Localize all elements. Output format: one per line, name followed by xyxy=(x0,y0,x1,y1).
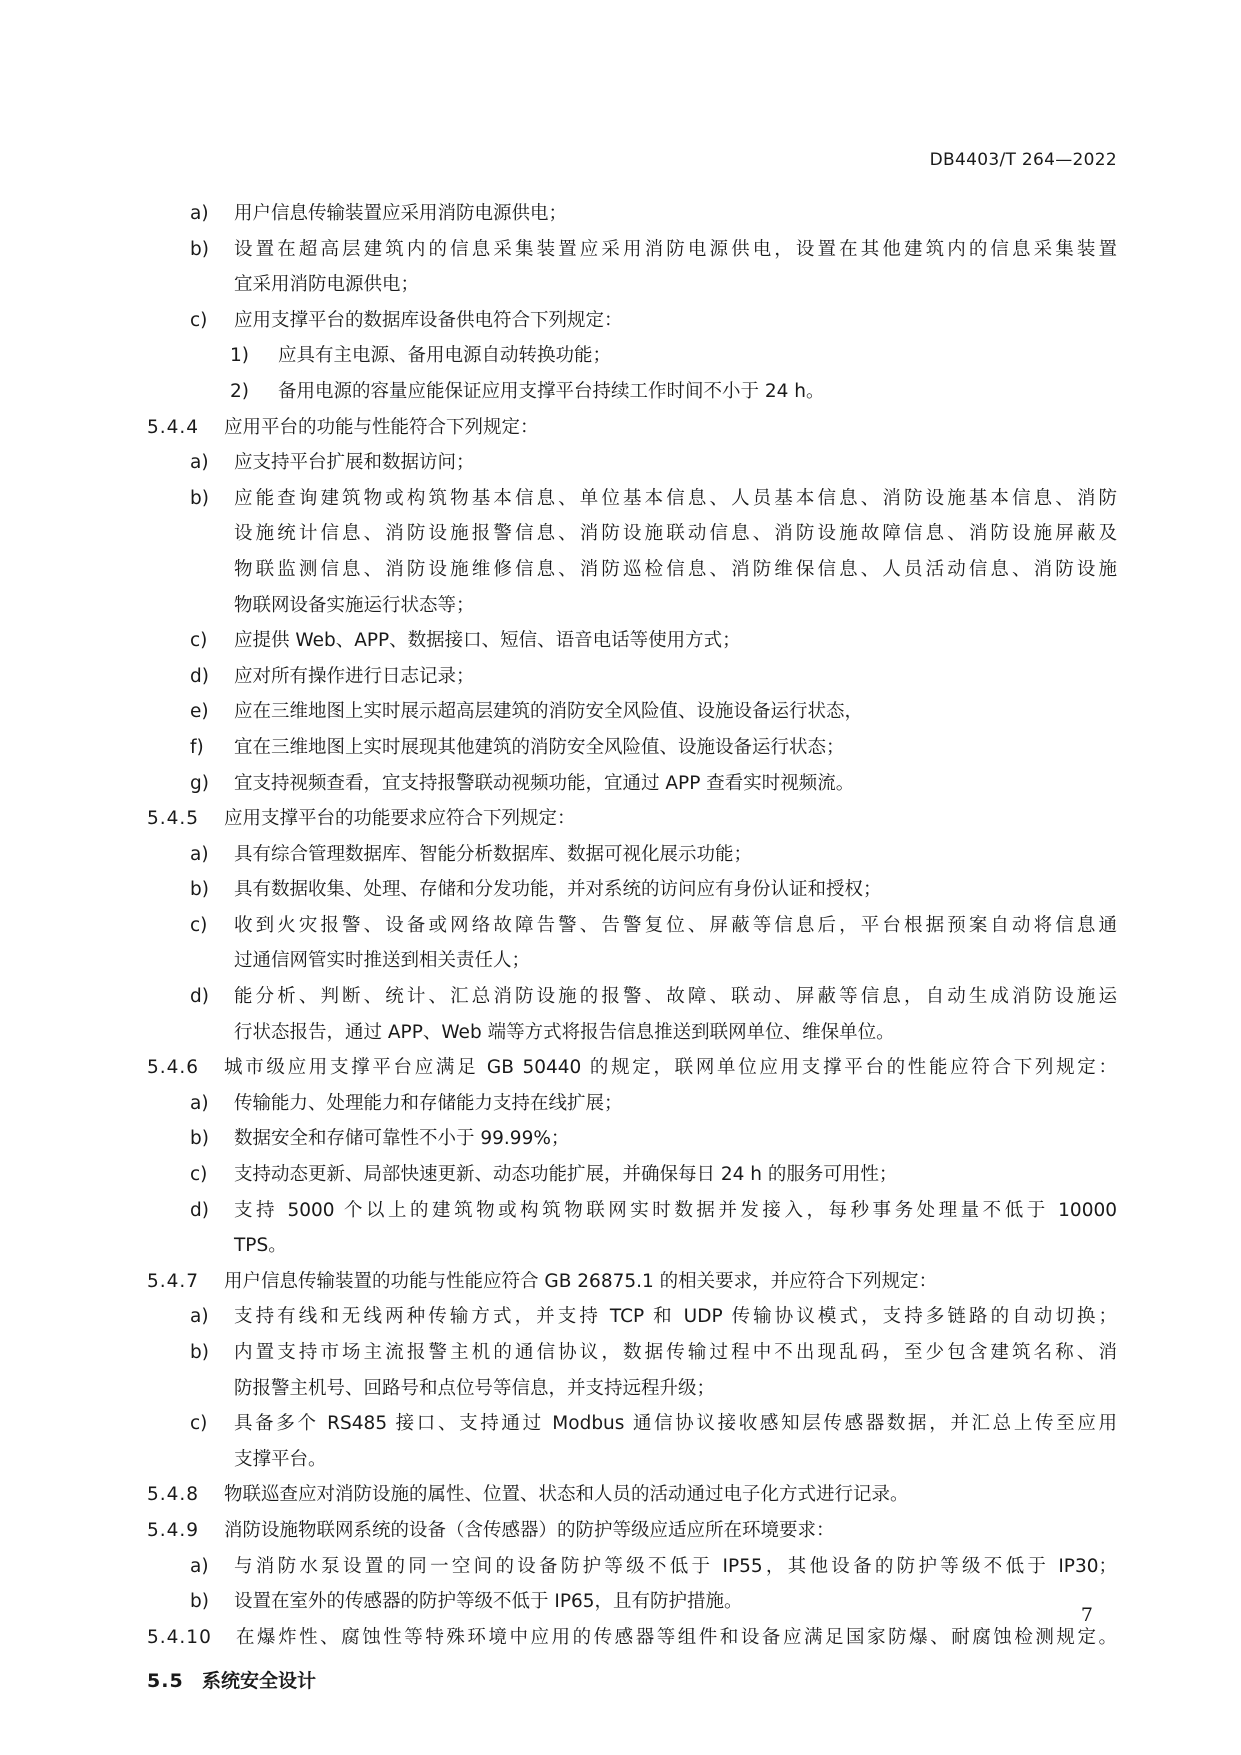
line-text: 行状态报告，通过 APP、Web 端等方式将报告信息推送到联网单位、维保单位。 xyxy=(234,1021,895,1043)
line-text: 与消防水泵设置的同一空间的设备防护等级不低于 IP55，其他设备的防护等级不低于 IP30； xyxy=(234,1555,1117,1577)
list-item xyxy=(0,1549,1241,1585)
list-marker: d) xyxy=(190,1199,209,1221)
line-text: 应用支撑平台的数据库设备供电符合下列规定： xyxy=(234,309,623,331)
line-text: 在爆炸性、腐蚀性等特殊环境中应用的传感器等组件和设备应满足国家防爆、耐腐蚀检测规定。 xyxy=(236,1626,1117,1648)
list-item xyxy=(0,303,1241,339)
list-marker: c) xyxy=(190,914,208,936)
document-code-header: DB4403/T 264—2022 xyxy=(929,150,1117,170)
list-item xyxy=(0,1584,1241,1620)
list-item xyxy=(0,1406,1241,1442)
list-marker: b) xyxy=(190,487,209,509)
list-item xyxy=(0,232,1241,268)
line-text: 支持有线和无线两种传输方式，并支持 TCP 和 UDP 传输协议模式，支持多链路的自动切换； xyxy=(234,1306,1117,1328)
list-item xyxy=(0,908,1241,944)
line-text: 应能查询建筑物或构筑物基本信息、单位基本信息、人员基本信息、消防设施基本信息、消防 xyxy=(234,487,1117,509)
line-text: 具备多个 RS485 接口、支持通过 Modbus 通信协议接收感知层传感器数据，并汇总上传至应用 xyxy=(234,1413,1117,1435)
section-number: 5.5 xyxy=(147,1670,184,1693)
line-text: 收到火灾报警、设备或网络故障告警、告警复位、屏蔽等信息后，平台根据预案自动将信息通 xyxy=(234,914,1117,936)
list-marker: 2) xyxy=(230,380,249,402)
list-marker: a) xyxy=(190,1555,209,1577)
line-text: 数据安全和存储可靠性不小于 99.99%； xyxy=(234,1128,570,1150)
list-item xyxy=(0,730,1241,766)
list-marker: b) xyxy=(190,238,209,260)
list-item-continuation xyxy=(0,516,1241,552)
clause-number: 5.4.8 xyxy=(147,1484,200,1506)
line-text: 用户信息传输装置的功能与性能应符合 GB 26875.1 的相关要求，并应符合下列规定： xyxy=(224,1270,938,1292)
list-item xyxy=(0,766,1241,802)
list-item xyxy=(0,872,1241,908)
list-marker: c) xyxy=(190,630,208,652)
list-item xyxy=(0,1086,1241,1122)
line-text: 应具有主电源、备用电源自动转换功能； xyxy=(278,345,612,367)
sub-list-item xyxy=(0,338,1241,374)
list-item xyxy=(0,1193,1241,1229)
document-body xyxy=(0,196,1241,1703)
line-text: 宜采用消防电源供电； xyxy=(234,274,420,296)
line-text: 能分析、判断、统计、汇总消防设施的报警、故障、联动、屏蔽等信息，自动生成消防设施运 xyxy=(234,986,1117,1008)
line-text: 设施统计信息、消防设施报警信息、消防设施联动信息、消防设施故障信息、消防设施屏蔽及 xyxy=(234,523,1117,545)
list-marker: e) xyxy=(190,701,209,723)
line-text: 物联监测信息、消防设施维修信息、消防巡检信息、消防维保信息、人员活动信息、消防设施 xyxy=(234,558,1117,580)
list-marker: b) xyxy=(190,879,209,901)
list-marker: f) xyxy=(190,736,204,758)
list-marker: d) xyxy=(190,665,209,687)
list-item xyxy=(0,837,1241,873)
line-text: 物联网设备实施运行状态等； xyxy=(234,594,475,616)
list-marker: c) xyxy=(190,1413,208,1435)
line-text: 支撑平台。 xyxy=(234,1448,327,1470)
list-marker: c) xyxy=(190,309,208,331)
clause-number: 5.4.7 xyxy=(147,1270,200,1292)
line-text: 具有综合管理数据库、智能分析数据库、数据可视化展示功能； xyxy=(234,843,753,865)
line-text: 消防设施物联网系统的设备（含传感器）的防护等级应适应所在环境要求： xyxy=(224,1519,835,1541)
line-text: 内置支持市场主流报警主机的通信协议，数据传输过程中不出现乱码，至少包含建筑名称、消 xyxy=(234,1342,1117,1363)
line-text: 应对所有操作进行日志记录； xyxy=(234,665,475,687)
list-marker: b) xyxy=(190,1128,209,1150)
line-text: 备用电源的容量应能保证应用支撑平台持续工作时间不小于 24 h。 xyxy=(278,380,825,402)
line-text: 宜支持视频查看，宜支持报警联动视频功能，宜通过 APP 查看实时视频流。 xyxy=(234,772,855,794)
clause-number: 5.4.6 xyxy=(147,1057,200,1079)
list-marker: a) xyxy=(190,203,209,224)
line-text: 支持动态更新、局部快速更新、动态功能扩展，并确保每日 24 h 的服务可用性； xyxy=(234,1164,898,1186)
clause xyxy=(0,1264,1241,1300)
list-item xyxy=(0,445,1241,481)
line-text: 应支持平台扩展和数据访问； xyxy=(234,452,475,474)
list-item xyxy=(0,979,1241,1015)
list-item xyxy=(0,481,1241,517)
list-marker: a) xyxy=(190,452,209,474)
clause-number: 5.4.9 xyxy=(147,1519,200,1541)
list-item-continuation xyxy=(0,267,1241,303)
clause xyxy=(0,410,1241,446)
section-title: 系统安全设计 xyxy=(202,1670,317,1693)
clause-number: 5.4.10 xyxy=(147,1626,212,1648)
clause xyxy=(0,1513,1241,1549)
clause xyxy=(0,801,1241,837)
line-text: 用户信息传输装置应采用消防电源供电； xyxy=(234,203,568,224)
line-text: 设置在室外的传感器的防护等级不低于 IP65，且有防护措施。 xyxy=(234,1591,743,1613)
line-text: 应提供 Web、APP、数据接口、短信、语音电话等使用方式； xyxy=(234,630,741,652)
list-marker: a) xyxy=(190,1092,209,1114)
line-text: 过通信网管实时推送到相关责任人； xyxy=(234,950,531,972)
line-text: 应用平台的功能与性能符合下列规定： xyxy=(224,416,539,438)
list-marker: c) xyxy=(190,1164,208,1186)
list-item xyxy=(0,659,1241,695)
line-text: 物联巡查应对消防设施的属性、位置、状态和人员的活动通过电子化方式进行记录。 xyxy=(224,1484,909,1506)
list-item xyxy=(0,1157,1241,1193)
line-text: 宜在三维地图上实时展现其他建筑的消防安全风险值、设施设备运行状态； xyxy=(234,736,845,758)
list-item xyxy=(0,623,1241,659)
clause-number: 5.4.5 xyxy=(147,808,200,830)
clause-number: 5.4.4 xyxy=(147,416,200,438)
list-marker: a) xyxy=(190,843,209,865)
page-number: 7 xyxy=(1080,1604,1093,1626)
sub-list-item xyxy=(0,374,1241,410)
list-item-continuation xyxy=(0,943,1241,979)
line-text: 应在三维地图上实时展示超高层建筑的消防安全风险值、设施设备运行状态， xyxy=(234,701,864,723)
list-item-continuation xyxy=(0,552,1241,588)
list-marker: d) xyxy=(190,986,209,1008)
list-marker: b) xyxy=(190,1342,209,1363)
clause xyxy=(0,1620,1241,1656)
line-text: 传输能力、处理能力和存储能力支持在线扩展； xyxy=(234,1092,623,1114)
list-item-continuation xyxy=(0,1228,1241,1264)
list-item xyxy=(0,1121,1241,1157)
list-item-continuation xyxy=(0,1442,1241,1478)
line-text: 具有数据收集、处理、存储和分发功能，并对系统的访问应有身份认证和授权； xyxy=(234,879,882,901)
list-item xyxy=(0,1299,1241,1335)
list-item-continuation xyxy=(0,1371,1241,1407)
list-item xyxy=(0,694,1241,730)
line-text: 设置在超高层建筑内的信息采集装置应采用消防电源供电，设置在其他建筑内的信息采集装置 xyxy=(234,238,1117,260)
list-marker: 1) xyxy=(230,345,249,367)
line-text: 城市级应用支撑平台应满足 GB 50440 的规定，联网单位应用支撑平台的性能应符合下列规定： xyxy=(224,1057,1117,1079)
list-marker: b) xyxy=(190,1591,209,1613)
list-item xyxy=(0,1335,1241,1371)
clause xyxy=(0,1477,1241,1513)
clause xyxy=(0,1050,1241,1086)
list-marker: a) xyxy=(190,1306,209,1328)
section-heading xyxy=(0,1659,1241,1703)
line-text: 应用支撑平台的功能要求应符合下列规定： xyxy=(224,808,576,830)
list-item-continuation xyxy=(0,588,1241,624)
list-marker: g) xyxy=(190,772,209,794)
line-text: 支持 5000 个以上的建筑物或构筑物联网实时数据并发接入，每秒事务处理量不低于 10000 xyxy=(234,1199,1117,1221)
line-text: 防报警主机号、回路号和点位号等信息，并支持远程升级； xyxy=(234,1377,716,1399)
list-item xyxy=(0,196,1241,232)
line-text: TPS。 xyxy=(234,1235,287,1257)
list-item-continuation xyxy=(0,1015,1241,1051)
